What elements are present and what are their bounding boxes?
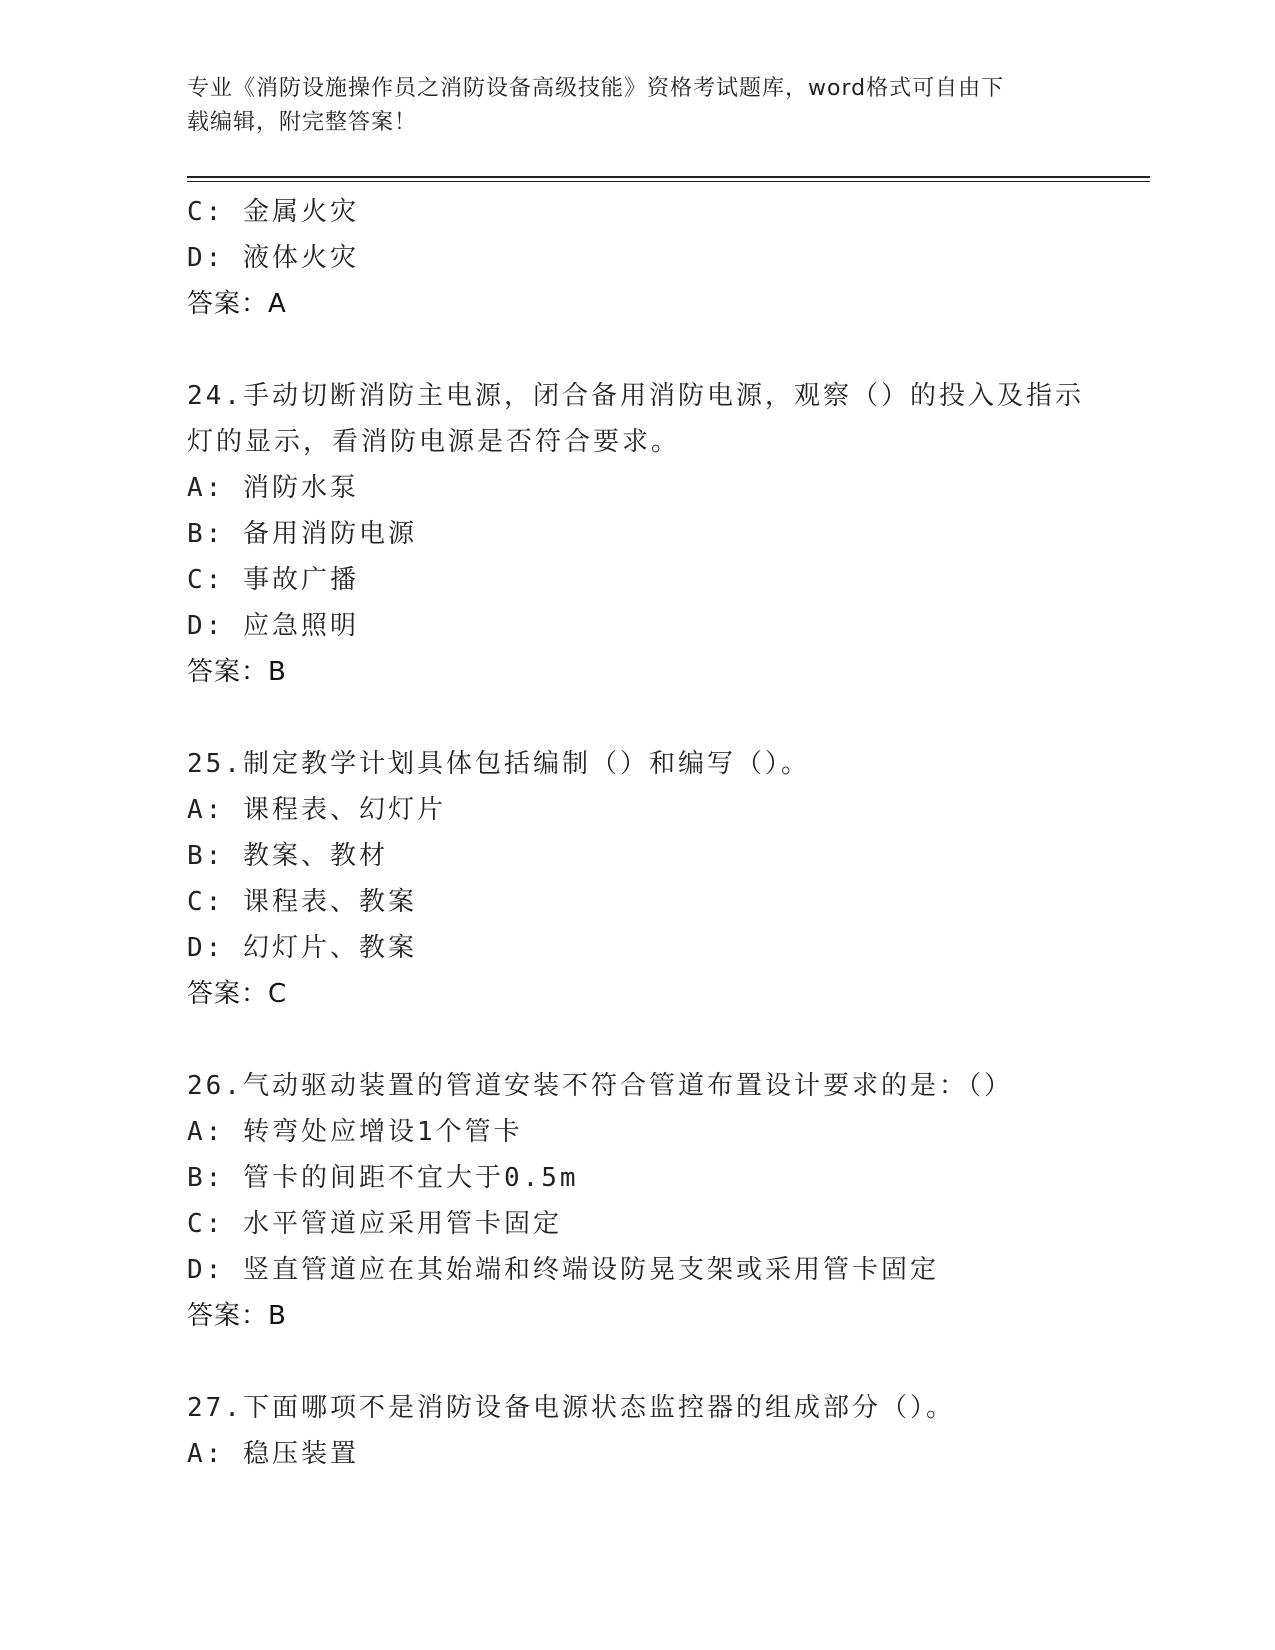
option-a: A: 转弯处应增设1个管卡 <box>187 1117 523 1147</box>
answer-line: 答案：C <box>187 979 288 1009</box>
question-27 <box>187 1385 1087 1477</box>
answer-line: 答案：B <box>187 1301 287 1331</box>
option-a: A: 课程表、幻灯片 <box>187 795 446 825</box>
option-d: D: 应急照明 <box>187 611 359 641</box>
question-stem: 27.下面哪项不是消防设备电源状态监控器的组成部分（）。 <box>187 1393 955 1423</box>
option-b: B: 管卡的间距不宜大于0.5m <box>187 1163 579 1193</box>
spacer <box>187 1017 1087 1063</box>
option-d: D: 竖直管道应在其始端和终端设防晃支架或采用管卡固定 <box>187 1255 939 1285</box>
header-rule-thick <box>187 176 1150 178</box>
spacer <box>187 1339 1087 1385</box>
option-c: C: 事故广播 <box>187 565 359 595</box>
question-24 <box>187 373 1087 695</box>
question-26 <box>187 1063 1087 1339</box>
answer-line: 答案：A <box>187 289 287 319</box>
option-a: A: 稳压装置 <box>187 1439 359 1469</box>
spacer <box>187 327 1087 373</box>
question-stem: 24.手动切断消防主电源，闭合备用消防电源，观察（）的投入及指示 <box>187 381 1084 411</box>
question-list <box>187 189 1087 1477</box>
question-stem: 25.制定教学计划具体包括编制（）和编写（）。 <box>187 749 810 779</box>
document-header <box>187 72 1087 140</box>
option-c: C: 金属火灾 <box>187 197 359 227</box>
spacer <box>187 695 1087 741</box>
question-stem-continued: 灯的显示，看消防电源是否符合要求。 <box>187 427 681 457</box>
header-rule-thin <box>187 181 1150 182</box>
option-b: B: 备用消防电源 <box>187 519 417 549</box>
question-25 <box>187 741 1087 1017</box>
header-line-1: 专业《消防设施操作员之消防设备高级技能》资格考试题库，word格式可自由下 <box>187 76 1005 101</box>
option-c: C: 水平管道应采用管卡固定 <box>187 1209 562 1239</box>
option-a: A: 消防水泵 <box>187 473 359 503</box>
answer-line: 答案：B <box>187 657 287 687</box>
option-b: B: 教案、教材 <box>187 841 388 871</box>
option-c: C: 课程表、教案 <box>187 887 417 917</box>
option-d: D: 液体火灾 <box>187 243 359 273</box>
option-d: D: 幻灯片、教案 <box>187 933 417 963</box>
question-23-continued <box>187 189 1087 327</box>
header-line-2: 载编辑，附完整答案！ <box>187 110 418 135</box>
question-stem: 26.气动驱动装置的管道安装不符合管道布置设计要求的是：（） <box>187 1071 1013 1101</box>
